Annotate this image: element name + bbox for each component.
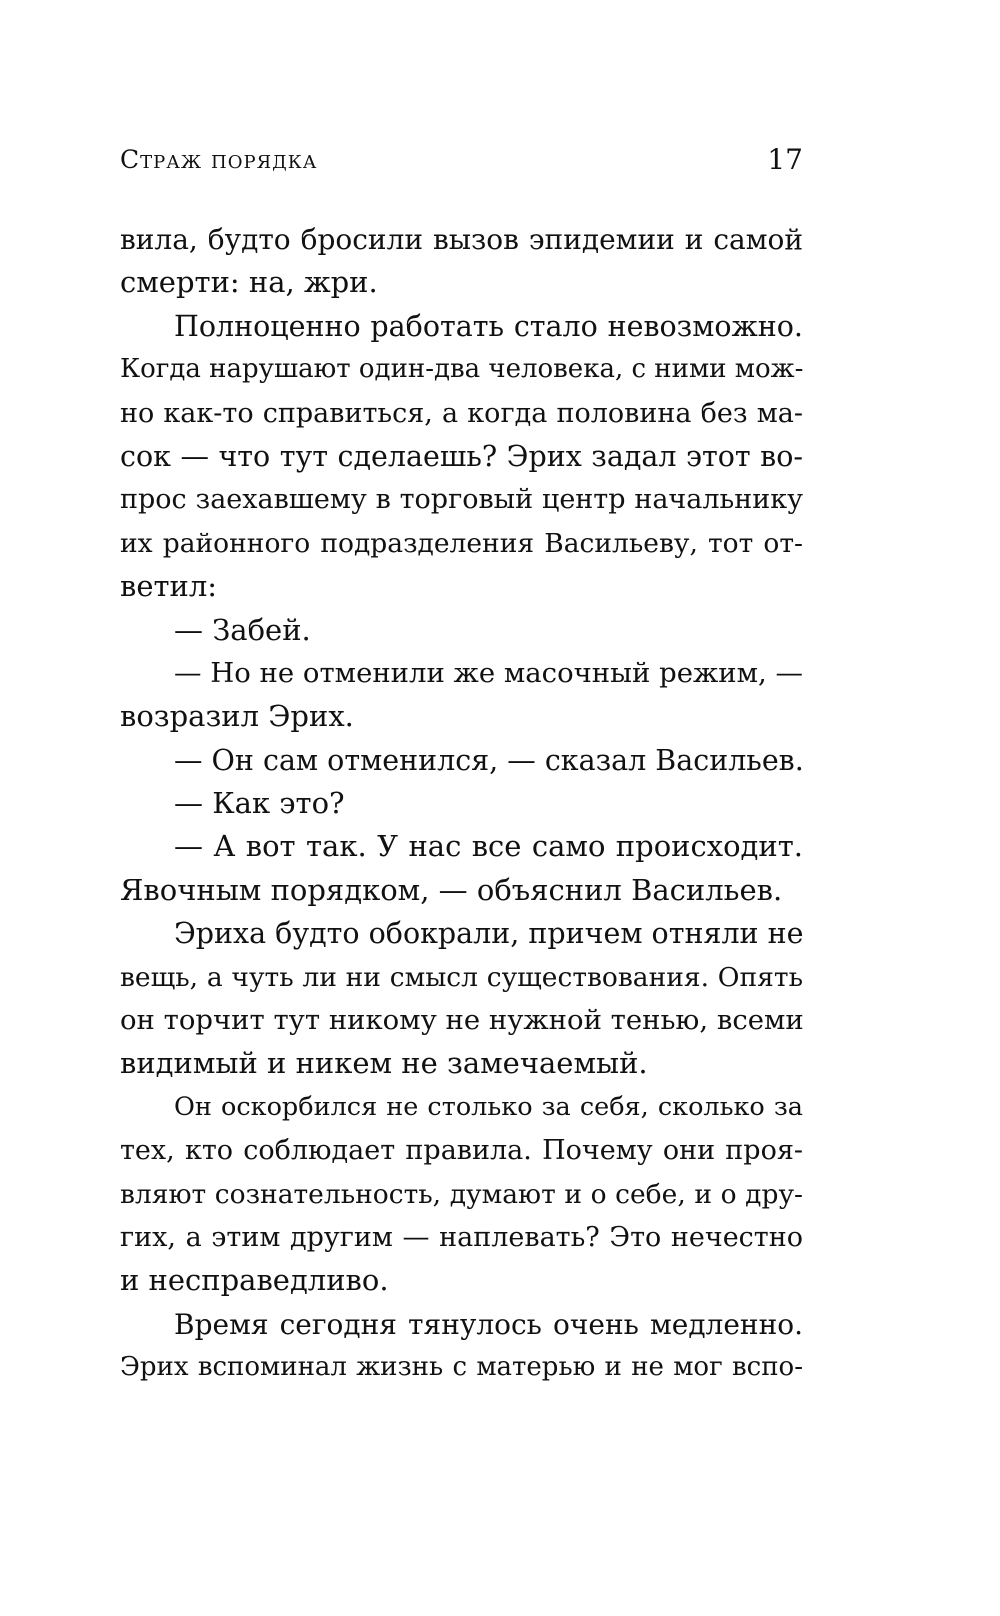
text-line: Эриха будто обокрали, причем отняли не xyxy=(174,917,804,951)
text-line: Когда нарушают один-два человека, с ними мож- xyxy=(120,354,804,385)
text-line: — Но не отменили же масочный режим, — xyxy=(174,656,803,689)
text-line: но как-то справиться, а когда половина без ма- xyxy=(120,397,803,429)
text-line: Время сегодня тянулось очень медленно. xyxy=(174,1307,803,1341)
text-line: и несправедливо. xyxy=(120,1263,389,1298)
text-line: вещь, а чуть ли ни смысл существования. Опять xyxy=(120,961,803,993)
text-line: Явочным порядком, — объяснил Васильев. xyxy=(120,872,783,907)
text-line: — Как это? xyxy=(174,786,345,821)
text-line: их районного подразделения Васильеву, тот от- xyxy=(120,527,803,559)
text-line: вила, будто бросили вызов эпидемии и самой xyxy=(120,223,803,256)
text-line: вляют сознательность, думают и о себе, и о дру- xyxy=(120,1178,803,1210)
text-line: прос заехавшему в торговый центр начальнику xyxy=(120,484,803,516)
text-line: сок — что тут сделаешь? Эрих задал этот во- xyxy=(120,439,803,473)
text-line: гих, а этим другим — наплевать? Это нечестно xyxy=(120,1221,803,1253)
running-title: Страж порядка xyxy=(120,145,318,174)
text-line: — Он сам отменился, — сказал Васильев. xyxy=(174,743,804,777)
text-line: смерти: на, жри. xyxy=(120,265,378,300)
text-line: возразил Эрих. xyxy=(120,699,354,734)
text-line: Он оскорбился не столько за себя, сколько за xyxy=(174,1091,803,1122)
text-line: он торчит тут никому не нужной тенью, всеми xyxy=(120,1004,804,1037)
page-number: 17 xyxy=(767,143,803,176)
text-line: тех, кто соблюдает правила. Почему они проя- xyxy=(120,1135,803,1167)
text-line: — А вот так. У нас все само происходит. xyxy=(174,829,803,864)
text-line: Эрих вспоминал жизнь с матерью и не мог вспо- xyxy=(120,1352,803,1383)
body-text xyxy=(120,218,803,1390)
text-line: ветил: xyxy=(120,569,218,604)
text-line: Полноценно работать стало невозможно. xyxy=(174,309,803,343)
text-line: — Забей. xyxy=(174,612,311,647)
text-line: видимый и никем не замечаемый. xyxy=(120,1046,648,1081)
page-header xyxy=(120,140,803,180)
